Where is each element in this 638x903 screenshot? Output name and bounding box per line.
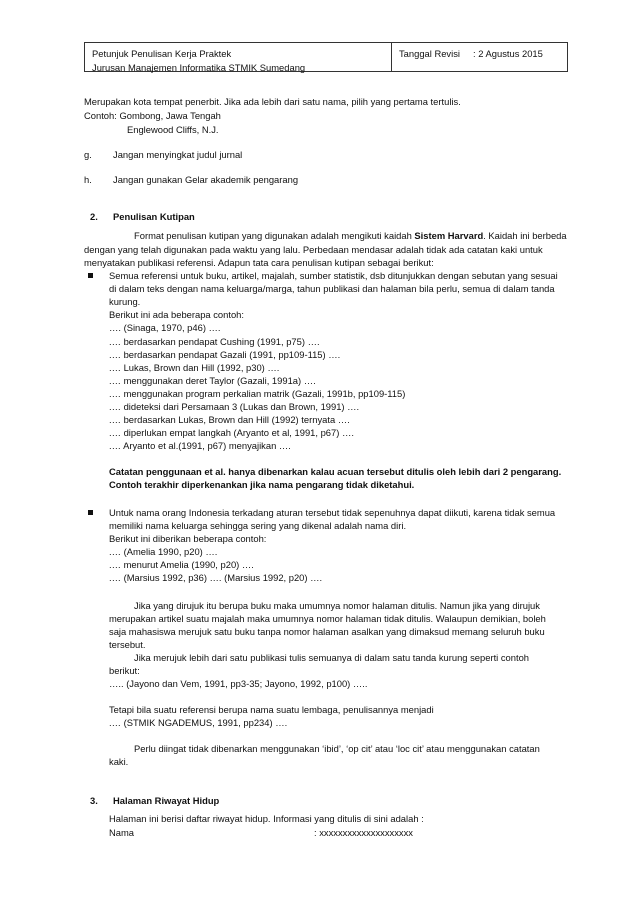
institution-para: Tetapi bila suatu referensi berupa nama suatu lembaga, penulisannya menjadi [109, 704, 434, 715]
example-item: .… Lukas, Brown dan Hill (1992, p30) …. [109, 362, 280, 373]
et-al-note-line-1: Catatan penggunaan et al. hanya dibenarkan kalau acuan tersebut ditulis oleh lebih dari 2 pengarang. [109, 466, 562, 477]
example-item: .… berdasarkan pendapat Gazali (1991, pp109-115) …. [109, 349, 341, 360]
example-item: .… menggunakan program perkalian matrik (Gazali, 1991b, pp109-115) [109, 388, 406, 399]
section-2-para-line-3: menyatakan publikasi referensi. Adapun tata cara penulisan kutipan sebagai berikut: [84, 257, 434, 268]
section-3-title: Halaman Riwayat Hidup [113, 795, 220, 806]
multi-ref-para-line-2: berikut: [109, 665, 140, 676]
list-marker-g: g. [84, 149, 92, 160]
multi-ref-example: ….. (Jayono dan Vem, 1991, pp3-35; Jayono, 1992, p100) ….. [109, 678, 368, 689]
bullet-1-line-4: Berikut ini ada beberapa contoh: [109, 309, 244, 320]
example-item: .… diperlukan empat langkah (Aryanto et al, 1991, p67) …. [109, 427, 354, 438]
ibid-note-line-1: Perlu diingat tidak dibenarkan menggunakan ‘ibid’, ‘op cit’ atau ‘loc cit’ atau menggunakan catatan [134, 743, 540, 754]
bullet-2-icon [88, 510, 93, 515]
intro-example-2: Englewood Cliffs, N.J. [127, 124, 219, 135]
bullet-1-line-3: kurung. [109, 296, 141, 307]
rule-g: Jangan menyingkat judul jurnal [113, 149, 243, 160]
bullet-2-line-1: Untuk nama orang Indonesia terkadang aturan tersebut tidak sepenuhnya dapat diikuti, karena tidak semua [109, 507, 556, 518]
institution-example: .… (STMIK NGADEMUS, 1991, pp234) …. [109, 717, 288, 728]
section-2-title: Penulisan Kutipan [113, 211, 195, 222]
section-2-para-line-2: dengan yang telah digunakan pada waktu yang lalu. Perbedaan mendasar adalah tidak ada catatan kaki untuk [84, 244, 543, 255]
revision-date-value: : 2 Agustus 2015 [473, 48, 543, 59]
document-header-table [84, 42, 568, 72]
section-3-number: 3. [90, 795, 98, 806]
header-title: Petunjuk Penulisan Kerja Praktek [92, 48, 232, 59]
example-item: .… berdasarkan pendapat Cushing (1991, p75) …. [109, 336, 320, 347]
bullet-1-line-2: di dalam teks dengan nama keluarga/marga, tahun publikasi dan halaman bila perlu, semua di dalam tanda [109, 283, 555, 294]
intro-paragraph: Merupakan kota tempat penerbit. Jika ada lebih dari satu nama, pilih yang pertama tertulis. [84, 96, 461, 107]
ibid-note-line-2: kaki. [109, 756, 129, 767]
rule-h: Jangan gunakan Gelar akademik pengarang [113, 174, 299, 185]
example-item: .… menggunakan deret Taylor (Gazali, 1991a) …. [109, 375, 316, 386]
page-number-para-line-3: saja mahasiswa merujuk satu buku tanpa nomor halaman asalkan yang dimaksud memang seluruh buku [109, 626, 545, 637]
bullet-1-icon [88, 273, 93, 278]
multi-ref-para-line-1: Jika merujuk lebih dari satu publikasi tulis semuanya di dalam satu tanda kurung seperti contoh [134, 652, 530, 663]
example-item: .… (Amelia 1990, p20) …. [109, 546, 218, 557]
section-2-para-line-1: Format penulisan kutipan yang digunakan adalah mengikuti kaidah Sistem Harvard. Kaidah ini berbeda [134, 230, 567, 241]
header-department: Jurusan Manajemen Informatika STMIK Sumedang [92, 62, 306, 73]
intro-example-1: Contoh: Gombong, Jawa Tengah [84, 110, 221, 121]
list-marker-h: h. [84, 174, 92, 185]
bullet-2-line-3: Berikut ini diberikan beberapa contoh: [109, 533, 267, 544]
page-number-para-line-4: tersebut. [109, 639, 146, 650]
nama-label: Nama [109, 827, 135, 838]
section-2-number: 2. [90, 211, 98, 222]
section-3-paragraph: Halaman ini berisi daftar riwayat hidup. Informasi yang ditulis di sini adalah : [109, 813, 424, 824]
page-number-para-line-1: Jika yang dirujuk itu berupa buku maka umumnya nomor halaman ditulis. Namun jika yang dirujuk [134, 600, 540, 611]
page-number-para-line-2: merupakan artikel suatu majalah maka umumnya nomor halaman tidak ditulis. Walaupun demikian, boleh [109, 613, 546, 624]
bullet-1-line-1: Semua referensi untuk buku, artikel, majalah, sumber statistik, dsb ditunjukkan dengan sebutan yang sesuai [109, 270, 558, 281]
example-item: .… (Marsius 1992, p36) …. (Marsius 1992, p20) …. [109, 572, 323, 583]
example-item: .… menurut Amelia (1990, p20) …. [109, 559, 254, 570]
header-left-cell [85, 43, 392, 71]
sistem-harvard-term: Sistem Harvard [414, 230, 484, 241]
revision-date-label: Tanggal Revisi [399, 48, 460, 59]
example-item: .… berdasarkan Lukas, Brown dan Hill (1992) ternyata …. [109, 414, 350, 425]
example-item: .… dideteksi dari Persamaan 3 (Lukas dan Brown, 1991) …. [109, 401, 360, 412]
example-item: .… Aryanto et al.(1991, p67) menyajikan …. [109, 440, 291, 451]
bullet-2-line-2: memiliki nama keluarga sehingga sering yang dikenal adalah nama diri. [109, 520, 407, 531]
nama-value: : xxxxxxxxxxxxxxxxxxxx [314, 827, 413, 838]
et-al-note-line-2: Contoh terakhir diperkenankan jika nama pengarang tidak diketahui. [109, 479, 415, 490]
example-item: …. (Sinaga, 1970, p46) …. [109, 322, 221, 333]
header-right-cell [392, 43, 567, 71]
